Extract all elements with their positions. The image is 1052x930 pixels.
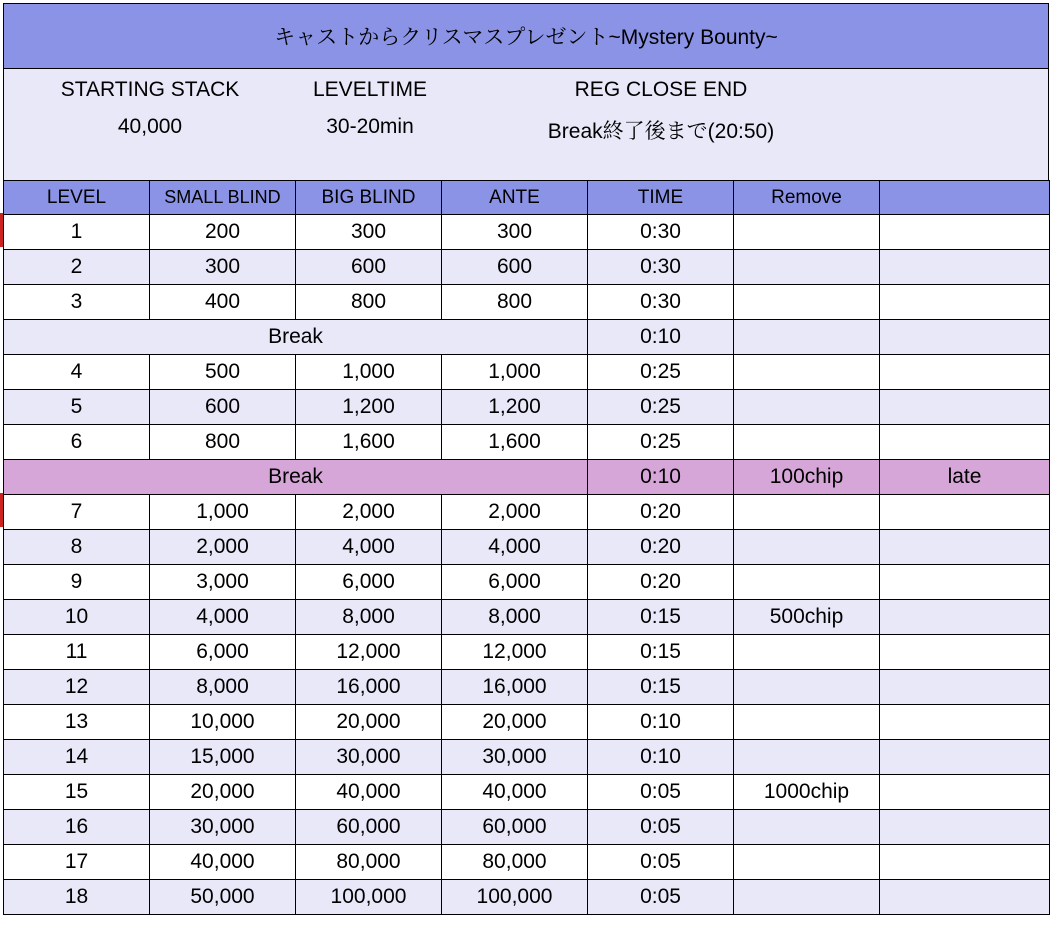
ante-cell: 20,000: [442, 705, 588, 740]
big-blind-cell: 2,000: [296, 495, 442, 530]
small-blind-cell: 1,000: [150, 495, 296, 530]
blind-table-body: [4, 181, 1050, 915]
header-ante: ANTE: [442, 181, 588, 215]
remove-cell: [734, 495, 880, 530]
level-cell: 15: [4, 775, 150, 810]
level-row: [4, 355, 1050, 390]
small-blind-cell: 50,000: [150, 880, 296, 915]
header-row: [4, 181, 1050, 215]
extra-cell: [880, 355, 1050, 390]
time-cell: 0:10: [588, 320, 734, 355]
break-row: [4, 460, 1050, 495]
time-cell: 0:05: [588, 775, 734, 810]
ante-cell: 16,000: [442, 670, 588, 705]
remove-cell: [734, 250, 880, 285]
small-blind-cell: 400: [150, 285, 296, 320]
small-blind-cell: 800: [150, 425, 296, 460]
small-blind-cell: 30,000: [150, 810, 296, 845]
small-blind-cell: 300: [150, 250, 296, 285]
remove-cell: 1000chip: [734, 775, 880, 810]
big-blind-cell: 20,000: [296, 705, 442, 740]
ante-cell: 6,000: [442, 565, 588, 600]
extra-cell: [880, 810, 1050, 845]
leveltime-label: LEVELTIME: [313, 78, 427, 101]
ante-cell: 1,000: [442, 355, 588, 390]
reg-close-value: Break終了後まで(20:50): [547, 120, 775, 143]
big-blind-cell: 800: [296, 285, 442, 320]
extra-cell: [880, 530, 1050, 565]
leveltime-value: 30-20min: [326, 115, 414, 138]
extra-cell: [880, 215, 1050, 250]
level-row: [4, 215, 1050, 250]
small-blind-cell: 2,000: [150, 530, 296, 565]
break-row: [4, 320, 1050, 355]
extra-cell: late: [880, 460, 1050, 495]
remove-cell: [734, 565, 880, 600]
time-cell: 0:05: [588, 845, 734, 880]
level-cell: 6: [4, 425, 150, 460]
extra-cell: [880, 845, 1050, 880]
big-blind-cell: 1,600: [296, 425, 442, 460]
reg-close-label: REG CLOSE END: [574, 78, 748, 101]
small-blind-cell: 10,000: [150, 705, 296, 740]
ante-cell: 800: [442, 285, 588, 320]
level-row: [4, 880, 1050, 915]
level-row: [4, 250, 1050, 285]
level-row: [4, 705, 1050, 740]
remove-cell: [734, 880, 880, 915]
extra-cell: [880, 775, 1050, 810]
header-time: TIME: [588, 181, 734, 215]
time-cell: 0:15: [588, 670, 734, 705]
level-row: [4, 565, 1050, 600]
ante-cell: 1,200: [442, 390, 588, 425]
level-cell: 9: [4, 565, 150, 600]
remove-cell: [734, 355, 880, 390]
extra-cell: [880, 565, 1050, 600]
time-cell: 0:05: [588, 880, 734, 915]
extra-cell: [880, 425, 1050, 460]
level-cell: 5: [4, 390, 150, 425]
remove-cell: [734, 705, 880, 740]
remove-cell: 100chip: [734, 460, 880, 495]
level-row: [4, 740, 1050, 775]
big-blind-cell: 30,000: [296, 740, 442, 775]
time-cell: 0:10: [588, 740, 734, 775]
big-blind-cell: 4,000: [296, 530, 442, 565]
time-cell: 0:05: [588, 810, 734, 845]
level-cell: 16: [4, 810, 150, 845]
remove-cell: [734, 320, 880, 355]
small-blind-cell: 40,000: [150, 845, 296, 880]
extra-cell: [880, 670, 1050, 705]
small-blind-cell: 500: [150, 355, 296, 390]
level-row: [4, 810, 1050, 845]
big-blind-cell: 80,000: [296, 845, 442, 880]
ante-cell: 2,000: [442, 495, 588, 530]
extra-cell: [880, 495, 1050, 530]
remove-cell: [734, 845, 880, 880]
header-extra: [880, 181, 1050, 215]
header-big-blind: BIG BLIND: [296, 181, 442, 215]
extra-cell: [880, 390, 1050, 425]
time-cell: 0:30: [588, 250, 734, 285]
level-row: [4, 530, 1050, 565]
time-cell: 0:30: [588, 285, 734, 320]
level-cell: 2: [4, 250, 150, 285]
time-cell: 0:20: [588, 530, 734, 565]
ante-cell: 8,000: [442, 600, 588, 635]
remove-cell: [734, 635, 880, 670]
level-cell: 17: [4, 845, 150, 880]
level-row: [4, 670, 1050, 705]
time-cell: 0:10: [588, 460, 734, 495]
ante-cell: 300: [442, 215, 588, 250]
time-cell: 0:20: [588, 565, 734, 600]
extra-cell: [880, 250, 1050, 285]
extra-cell: [880, 740, 1050, 775]
big-blind-cell: 8,000: [296, 600, 442, 635]
blind-structure-sheet: [3, 3, 1049, 915]
remove-cell: [734, 425, 880, 460]
starting-stack-value: 40,000: [117, 115, 183, 138]
time-cell: 0:25: [588, 355, 734, 390]
small-blind-cell: 200: [150, 215, 296, 250]
time-cell: 0:10: [588, 705, 734, 740]
time-cell: 0:15: [588, 600, 734, 635]
remove-cell: [734, 285, 880, 320]
break-label: Break: [4, 320, 588, 355]
level-cell: 1: [4, 215, 150, 250]
ante-cell: 40,000: [442, 775, 588, 810]
big-blind-cell: 12,000: [296, 635, 442, 670]
extra-cell: [880, 635, 1050, 670]
level-cell: 7: [4, 495, 150, 530]
level-cell: 3: [4, 285, 150, 320]
big-blind-cell: 1,200: [296, 390, 442, 425]
level-row: [4, 390, 1050, 425]
time-cell: 0:25: [588, 425, 734, 460]
level-row: [4, 495, 1050, 530]
time-cell: 0:25: [588, 390, 734, 425]
small-blind-cell: 8,000: [150, 670, 296, 705]
big-blind-cell: 40,000: [296, 775, 442, 810]
small-blind-cell: 600: [150, 390, 296, 425]
remove-cell: [734, 670, 880, 705]
big-blind-cell: 16,000: [296, 670, 442, 705]
ante-cell: 600: [442, 250, 588, 285]
ante-cell: 80,000: [442, 845, 588, 880]
ante-cell: 12,000: [442, 635, 588, 670]
blind-table: [3, 180, 1050, 915]
ante-cell: 30,000: [442, 740, 588, 775]
level-cell: 10: [4, 600, 150, 635]
ante-cell: 1,600: [442, 425, 588, 460]
level-row: [4, 775, 1050, 810]
big-blind-cell: 600: [296, 250, 442, 285]
remove-cell: 500chip: [734, 600, 880, 635]
big-blind-cell: 300: [296, 215, 442, 250]
tournament-title: キャストからクリスマスプレゼント~Mystery Bounty~: [3, 3, 1049, 69]
small-blind-cell: 4,000: [150, 600, 296, 635]
big-blind-cell: 100,000: [296, 880, 442, 915]
tournament-info: [3, 69, 1049, 180]
extra-cell: [880, 285, 1050, 320]
break-label: Break: [4, 460, 588, 495]
level-cell: 4: [4, 355, 150, 390]
ante-cell: 60,000: [442, 810, 588, 845]
level-row: [4, 845, 1050, 880]
small-blind-cell: 6,000: [150, 635, 296, 670]
level-row: [4, 425, 1050, 460]
level-row: [4, 285, 1050, 320]
remove-cell: [734, 740, 880, 775]
big-blind-cell: 60,000: [296, 810, 442, 845]
extra-cell: [880, 600, 1050, 635]
extra-cell: [880, 320, 1050, 355]
remove-cell: [734, 530, 880, 565]
row-marker: [0, 213, 3, 247]
level-cell: 12: [4, 670, 150, 705]
extra-cell: [880, 880, 1050, 915]
small-blind-cell: 3,000: [150, 565, 296, 600]
small-blind-cell: 20,000: [150, 775, 296, 810]
starting-stack-label: STARTING STACK: [60, 78, 240, 101]
level-row: [4, 635, 1050, 670]
level-cell: 11: [4, 635, 150, 670]
row-marker: [0, 493, 3, 527]
time-cell: 0:15: [588, 635, 734, 670]
level-cell: 18: [4, 880, 150, 915]
big-blind-cell: 1,000: [296, 355, 442, 390]
ante-cell: 100,000: [442, 880, 588, 915]
header-level: LEVEL: [4, 181, 150, 215]
header-remove: Remove: [734, 181, 880, 215]
remove-cell: [734, 215, 880, 250]
extra-cell: [880, 705, 1050, 740]
level-cell: 8: [4, 530, 150, 565]
ante-cell: 4,000: [442, 530, 588, 565]
small-blind-cell: 15,000: [150, 740, 296, 775]
level-row: [4, 600, 1050, 635]
header-small-blind: SMALL BLIND: [150, 181, 296, 215]
time-cell: 0:20: [588, 495, 734, 530]
remove-cell: [734, 390, 880, 425]
level-cell: 14: [4, 740, 150, 775]
level-cell: 13: [4, 705, 150, 740]
time-cell: 0:30: [588, 215, 734, 250]
big-blind-cell: 6,000: [296, 565, 442, 600]
remove-cell: [734, 810, 880, 845]
